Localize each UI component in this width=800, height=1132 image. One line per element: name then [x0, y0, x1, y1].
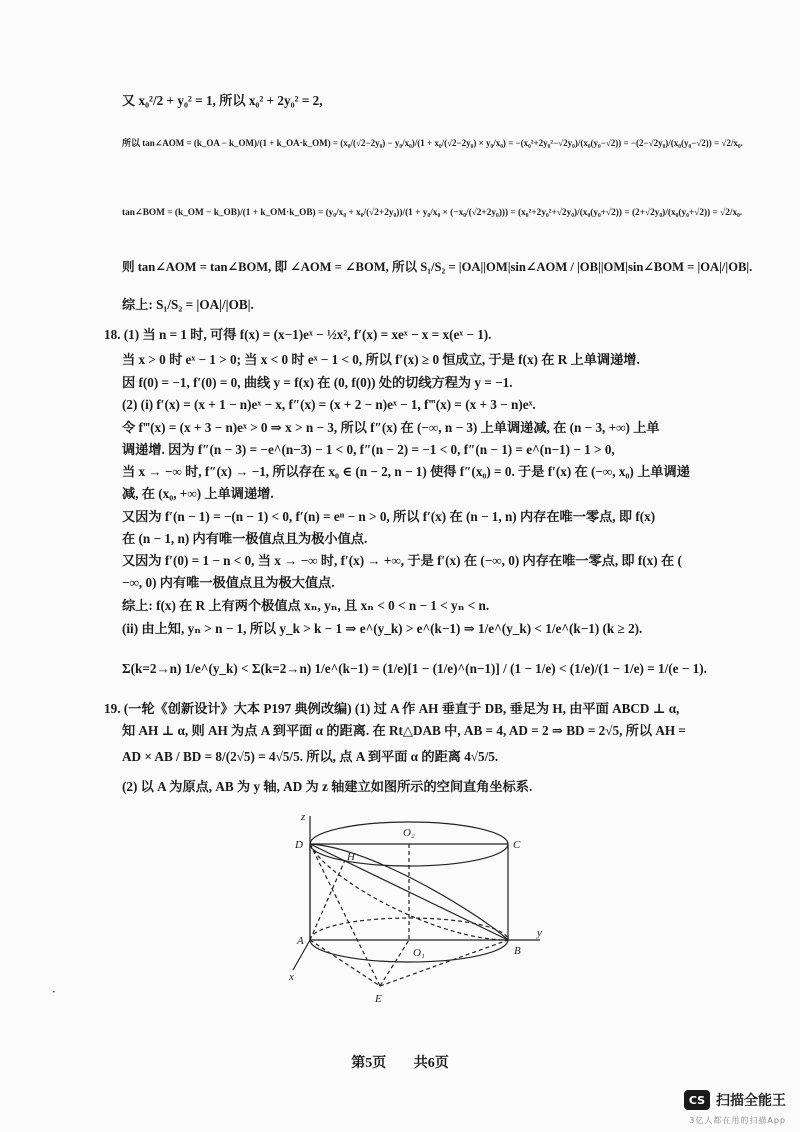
text-line: 又因为 f′(0) = 1 − n < 0, 当 x → −∞ 时, f′(x) → +∞, 于是 f′(x) 在 (−∞, 0) 内存在唯一零点, 即 f(x) 在 ( [122, 553, 682, 568]
page-footer [0, 1052, 800, 1072]
text-line: −∞, 0) 内有唯一极值点且为极大值点. [122, 575, 335, 590]
text-line: 当 x > 0 时 eˣ − 1 > 0; 当 x < 0 时 eˣ − 1 < 0, 所以 f′(x) ≥ 0 恒成立, 于是 f(x) 在 R 上单调递增. [122, 352, 640, 367]
text-line: 减, 在 (x₀, +∞) 上单调递增. [122, 486, 274, 501]
label-x: x [289, 971, 294, 983]
label-A: A [297, 935, 304, 947]
watermark-name: 扫描全能王 [716, 1093, 786, 1109]
label-H: H [347, 851, 355, 863]
label-O2: O₂ [403, 827, 415, 839]
text-line: 综上: S₁/S₂ = |OA|/|OB|. [122, 297, 254, 312]
scan-speck: · [52, 985, 56, 999]
bottom-ellipse-front [310, 940, 508, 962]
text-line: 因 f(0) = −1, f′(0) = 0, 曲线 y = f(x) 在 (0, f(0)) 处的切线方程为 y = −1. [122, 375, 513, 390]
label-B: B [514, 945, 521, 957]
text-line: (2) 以 A 为原点, AB 为 y 轴, AD 为 z 轴建立如图所示的空间直角坐标系. [122, 779, 533, 794]
camscanner-logo-icon: CS [684, 1090, 710, 1110]
text-line: 又 x₀²/2 + y₀² = 1, 所以 x₀² + 2y₀² = 2, [122, 93, 323, 108]
label-E: E [375, 993, 382, 1005]
text-line: 在 (n − 1, n) 内有唯一极值点且为极小值点. [122, 531, 368, 546]
label-D: D [295, 839, 303, 851]
text-line: 令 f‴(x) = (x + 3 − n)eˣ > 0 ⇒ x > n − 3, 所以 f″(x) 在 (−∞, n − 3) 上单调递减, 在 (n − 3, +∞) 上单 [122, 420, 660, 435]
cylinder-figure [285, 808, 555, 1008]
text-line: (2) (i) f′(x) = (x + 1 − n)eˣ − x, f″(x) = (x + 2 − n)eˣ − 1, f‴(x) = (x + 3 − n)eˣ. [122, 397, 536, 412]
text-line: 知 AH ⊥ α, 则 AH 为点 A 到平面 α 的距离. 在 Rt△DAB 中, AB = 4, AD = 2 ⇒ BD = 2√5, 所以 AH = [122, 723, 686, 738]
label-z: z [301, 811, 306, 823]
text-line: AD × AB / BD = 8/(2√5) = 4√5/5. 所以, 点 A 到平面 α 的距离 4√5/5. [122, 749, 499, 764]
text-line: 所以 tan∠AOM = (k_OA − k_OM)/(1 + k_OA·k_OM) = (x₀/(√2−2y₀) − y₀/x₀)/(1 + x₀/(√2−2y₀) × y₀/x₀) = −(x₀²+2y₀²−√2y₀)/(x₀(y₀−√2)) = −(2−√2y₀)/(x₀(y₀−√2)) = √2/x₀. [122, 138, 743, 148]
label-y: y [537, 927, 542, 939]
text-line: 又因为 f′(n − 1) = −(n − 1) < 0, f′(n) = eⁿ − n > 0, 所以 f′(x) 在 (n − 1, n) 内存在唯一零点, 即 f(x) [122, 509, 656, 524]
text-line: Σ(k=2→n) 1/e^(y_k) < Σ(k=2→n) 1/e^(k−1) = (1/e)[1 − (1/e)^(n−1)] / (1 − 1/e) < (1/e)/(1 − 1/e) = 1/(e − 1). [122, 661, 707, 676]
scanner-watermark [684, 1090, 786, 1110]
text-line: 调递增. 因为 f″(n − 3) = −e^(n−3) − 1 < 0, f″(n − 2) = −1 < 0, f″(n − 1) = e^(n−1) − 1 > 0, [122, 442, 615, 457]
text-line: (ii) 由上知, yₙ > n − 1, 所以 y_k > k − 1 ⇒ e^(y_k) > e^(k−1) ⇒ 1/e^(y_k) < 1/e^(k−1) (k ≥ 2). [122, 621, 643, 636]
text-line: tan∠BOM = (k_OM − k_OB)/(1 + k_OM·k_OB) = (y₀/x₀ + x₀/(√2+2y₀))/(1 + y₀/x₀ × (−x₀/(√2+2y₀))) = (x₀²+2y₀²+√2y₀)/(x₀(y₀+√2)) = (2+√2y₀)/(x₀(y₀+√2)) = √2/x₀. [122, 208, 743, 218]
page-number: 第5页 [351, 1056, 387, 1071]
text-line: 综上: f(x) 在 R 上有两个极值点 xₙ, yₙ, 且 xₙ < 0 < n − 1 < yₙ < n. [122, 598, 490, 613]
watermark-subtitle: 3亿人都在用的扫描App [689, 1116, 786, 1125]
text-line: 当 x → −∞ 时, f″(x) → −1, 所以存在 x₀ ∈ (n − 2, n − 1) 使得 f″(x₀) = 0. 于是 f′(x) 在 (−∞, x₀) 上单调递 [122, 464, 690, 479]
question-18: 18. (1) 当 n = 1 时, 可得 f(x) = (x−1)eˣ − ½x², f′(x) = xeˣ − x = x(eˣ − 1). [104, 327, 492, 342]
text-line: 则 tan∠AOM = tan∠BOM, 即 ∠AOM = ∠BOM, 所以 S₁/S₂ = |OA||OM|sin∠AOM / |OB||OM|sin∠BOM = |OA|/|OB|. [122, 260, 753, 274]
page-total: 共6页 [413, 1056, 449, 1071]
label-O1: O₁ [413, 947, 425, 959]
question-19: 19. (一轮《创新设计》大本 P197 典例改编) (1) 过 A 作 AH 垂直于 DB, 垂足为 H, 由平面 ABCD ⊥ α, [104, 701, 680, 716]
label-C: C [513, 839, 521, 851]
